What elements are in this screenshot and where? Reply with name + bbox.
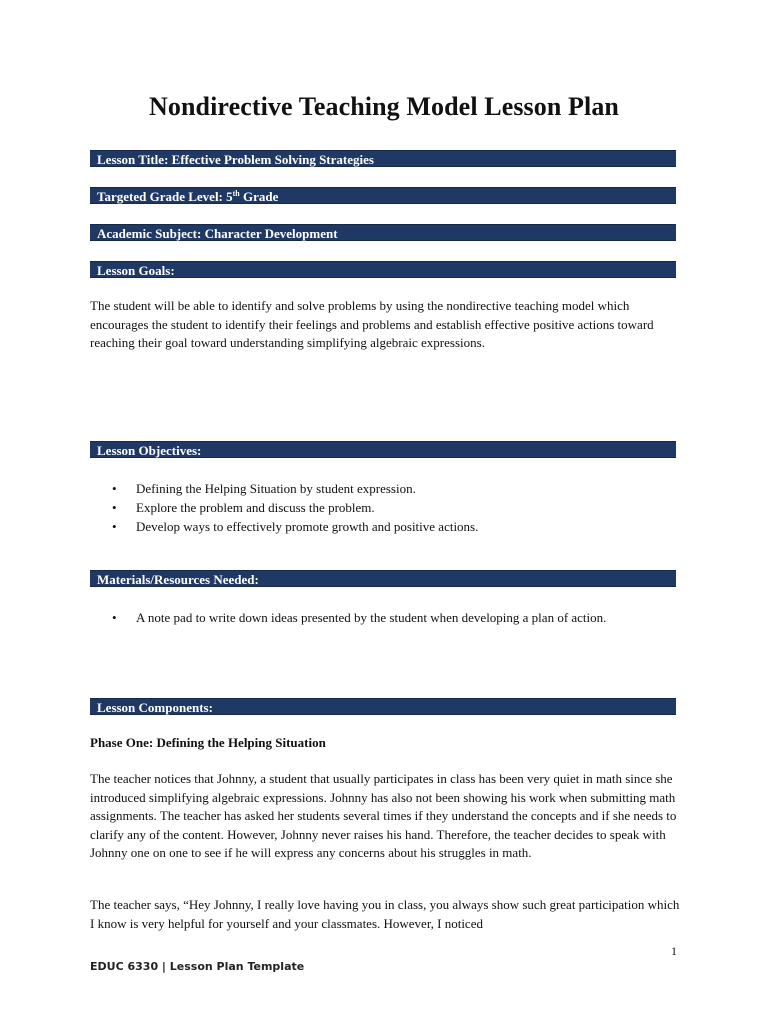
grade-level-suffix: Grade — [239, 189, 279, 204]
list-item — [90, 517, 650, 536]
lesson-goals-bar: Lesson Goals: — [90, 261, 676, 278]
list-item — [90, 608, 690, 627]
materials-bar: Materials/Resources Needed: — [90, 570, 676, 587]
material-text: A note pad to write down ideas presented by the student when developing a plan of action. — [136, 610, 607, 625]
grade-level-bar — [90, 187, 676, 204]
grade-level-prefix: Targeted Grade Level: 5 — [97, 189, 233, 204]
page-footer: EDUC 6330 | Lesson Plan Template — [90, 960, 305, 973]
lesson-goals-text: The student will be able to identify and solve problems by using the nondirective teaching model which encourages the student to identify their feelings and problems and establish effective positive actions toward reaching their goal toward understanding simplifying algebraic expressions. — [90, 298, 654, 350]
objective-text: Explore the problem and discuss the problem. — [136, 500, 375, 515]
objectives-list — [90, 479, 650, 536]
objective-text: Develop ways to effectively promote growth and positive actions. — [136, 519, 479, 534]
materials-list — [90, 608, 690, 627]
list-item — [90, 479, 650, 498]
academic-subject-bar: Academic Subject: Character Development — [90, 224, 676, 241]
grade-level-superscript: th — [232, 189, 240, 198]
lesson-title-bar: Lesson Title: Effective Problem Solving Strategies — [90, 150, 676, 167]
page-title: Nondirective Teaching Model Lesson Plan — [148, 92, 619, 121]
list-item — [90, 498, 650, 517]
lesson-components-bar: Lesson Components: — [90, 698, 676, 715]
objective-text: Defining the Helping Situation by student expression. — [136, 481, 416, 496]
page-number: 1 — [671, 944, 677, 958]
bullet-icon: • — [112, 500, 117, 515]
phase-one-heading: Phase One: Defining the Helping Situation — [90, 735, 326, 750]
bullet-icon: • — [112, 519, 117, 534]
phase-one-paragraph-1: The teacher notices that Johnny, a student that usually participates in class has been very quiet in math since she introduced simplifying algebraic expressions. Johnny has also not been showing his work when submitting math assignments. The teacher has asked her students several times if they understand the concepts and if she needs to clarify any of the content. However, Johnny never raises his hand. Therefore, the teacher decides to speak with Johnny one on one to see if he will express any concerns about his struggles in math. — [90, 771, 677, 860]
bullet-icon: • — [112, 610, 117, 625]
lesson-objectives-bar: Lesson Objectives: — [90, 441, 676, 458]
bullet-icon: • — [112, 481, 117, 496]
phase-one-paragraph-2: The teacher says, “Hey Johnny, I really love having you in class, you always show such great participation which I know is very helpful for yourself and your classmates. However, I noticed — [90, 897, 680, 931]
